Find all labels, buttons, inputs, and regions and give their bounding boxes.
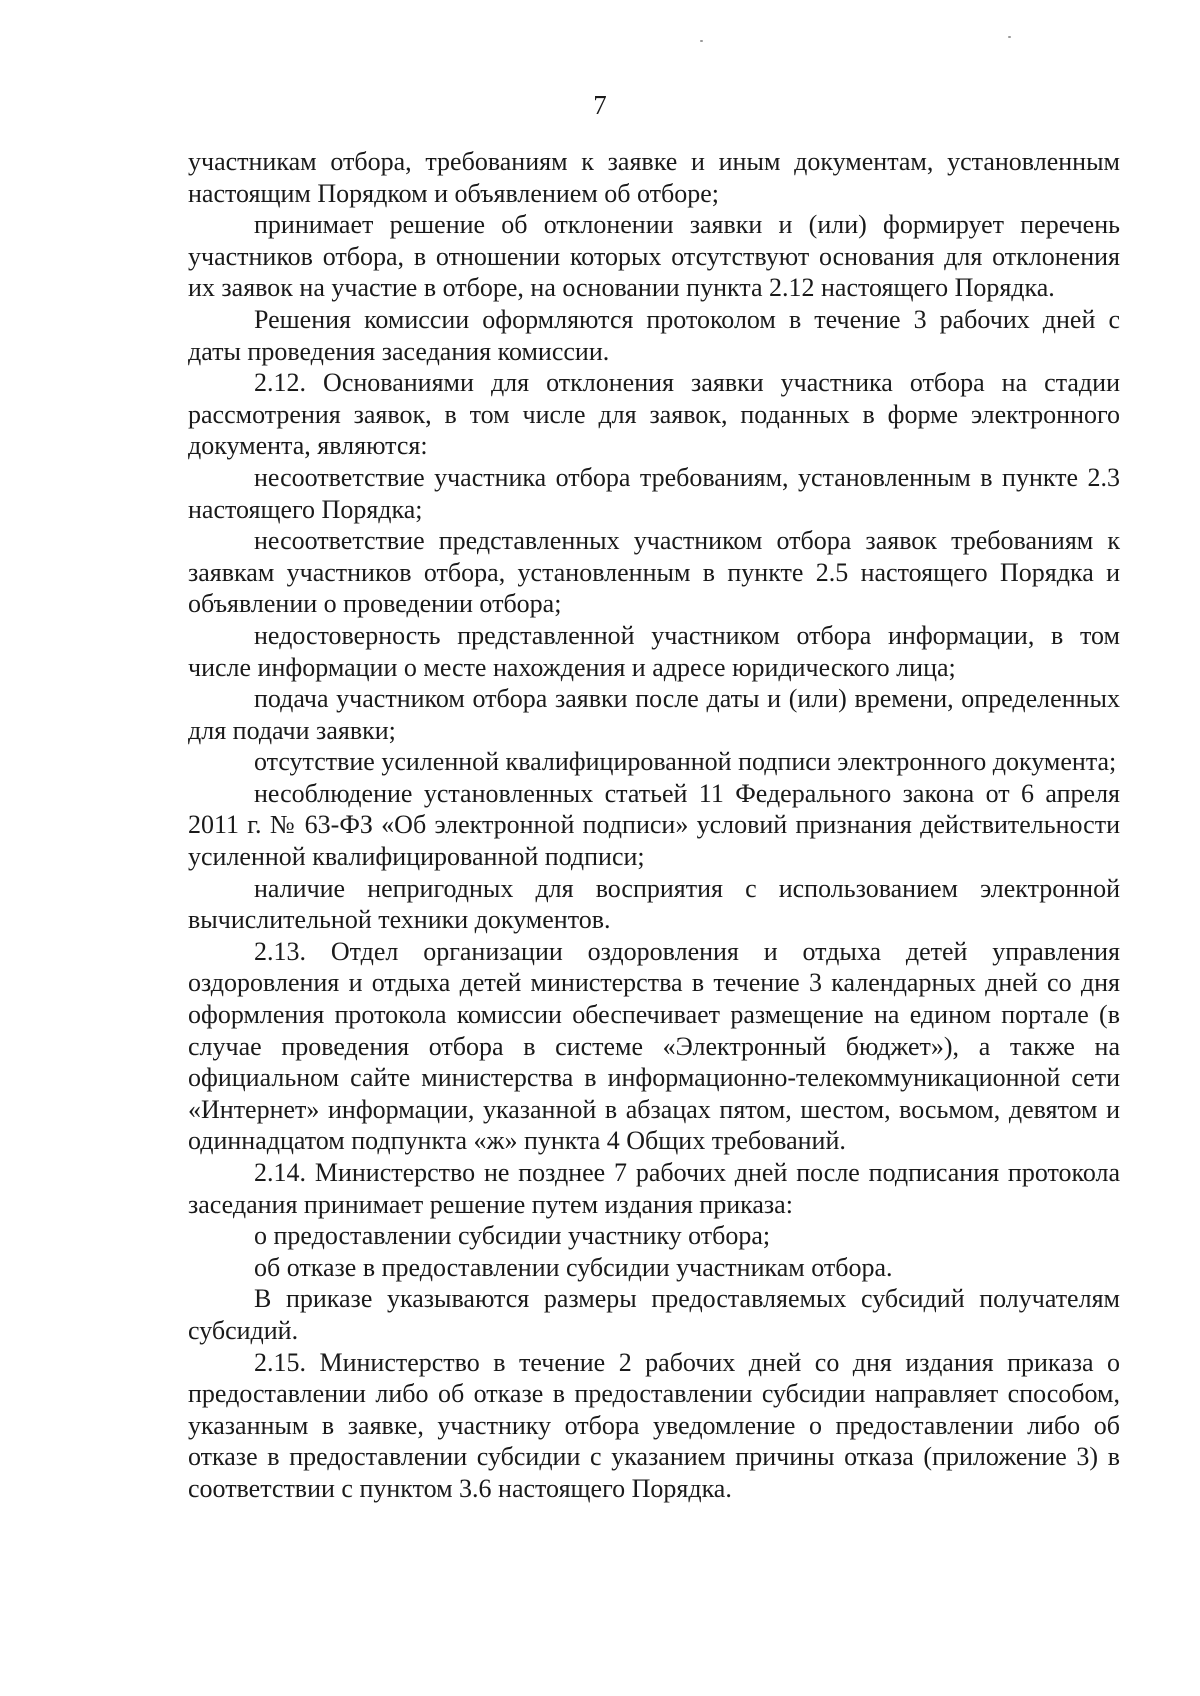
scan-speck [1008,36,1011,38]
paragraph: В приказе указываются размеры предоставляемых субсидий получателям субсидий. [188,1284,1120,1345]
document-body [188,146,1120,1505]
paragraph: принимает решение об отклонении заявки и (или) формирует перечень участников отбора, в отношении которых отсутствуют основания для отклонения их заявок на участие в отборе, на основании пункта 2.12 настоящего Порядка. [188,210,1120,303]
paragraph: отсутствие усиленной квалифицированной подписи электронного документа; [254,747,1117,777]
paragraph: Решения комиссии оформляются протоколом в течение 3 рабочих дней с даты проведения заседания комиссии. [188,304,1120,366]
paragraph: несоответствие участника отбора требованиям, установленным в пункте 2.3 настоящего Порядка; [188,462,1120,524]
paragraph: несоблюдение установленных статьей 11 Федерального закона от 6 апреля 2011 г. № 63-ФЗ «Об электронной подписи» условий признания действительности усиленной квалифицированной подписи; [188,778,1120,872]
paragraph: о предоставлении субсидии участнику отбора; [254,1221,771,1251]
paragraph: 2.12. Основаниями для отклонения заявки участника отбора на стадии рассмотрения заявок, в том числе для заявок, поданных в форме электронного документа, являются: [188,368,1120,461]
paragraph: 2.13. Отдел организации оздоровления и отдыха детей управления оздоровления и отдыха детей министерства в течение 3 календарных дней со дня оформления протокола комиссии обеспечивает размещение на едином портале (в случае проведения отбора в системе «Электронный бюджет»), а также на официальном сайте министерства в информационно-телекоммуникационной сети «Интернет» информации, указанной в абзацах пятом, шестом, восьмом, девятом и одиннадцатом подпункта «ж» пункта 4 Общих требований. [188,936,1120,1156]
paragraph: участникам отбора, требованиям к заявке и иным документам, установленным настоящим Порядком и объявлением об отборе; [188,147,1120,208]
scan-speck [700,40,703,42]
paragraph: об отказе в предоставлении субсидии участникам отбора. [254,1252,893,1282]
paragraph: наличие непригодных для восприятия с использованием электронной вычислительной техники документов. [188,873,1120,935]
paragraph: недостоверность представленной участником отбора информации, в том числе информации о месте нахождения и адресе юридического лица; [188,620,1120,682]
paragraph: несоответствие представленных участником отбора заявок требованиям к заявкам участников отбора, установленным в пункте 2.5 настоящего Порядка и объявлении о проведении отбора; [188,526,1120,619]
paragraph: 2.15. Министерство в течение 2 рабочих дней со дня издания приказа о предоставлении либо об отказе в предоставлении субсидии направляет способом, указанным в заявке, участнику отбора уведомление о предоставлении либо об отказе в предоставлении субсидии с указанием причины отказа (приложение 3) в соответствии с пунктом 3.6 настоящего Порядка. [188,1347,1120,1503]
paragraph: подача участником отбора заявки после даты и (или) времени, определенных для подачи заявки; [188,684,1120,745]
paragraph: 2.14. Министерство не позднее 7 рабочих дней после подписания протокола заседания принимает решение путем издания приказа: [188,1158,1120,1219]
page-number: 7 [593,90,607,120]
